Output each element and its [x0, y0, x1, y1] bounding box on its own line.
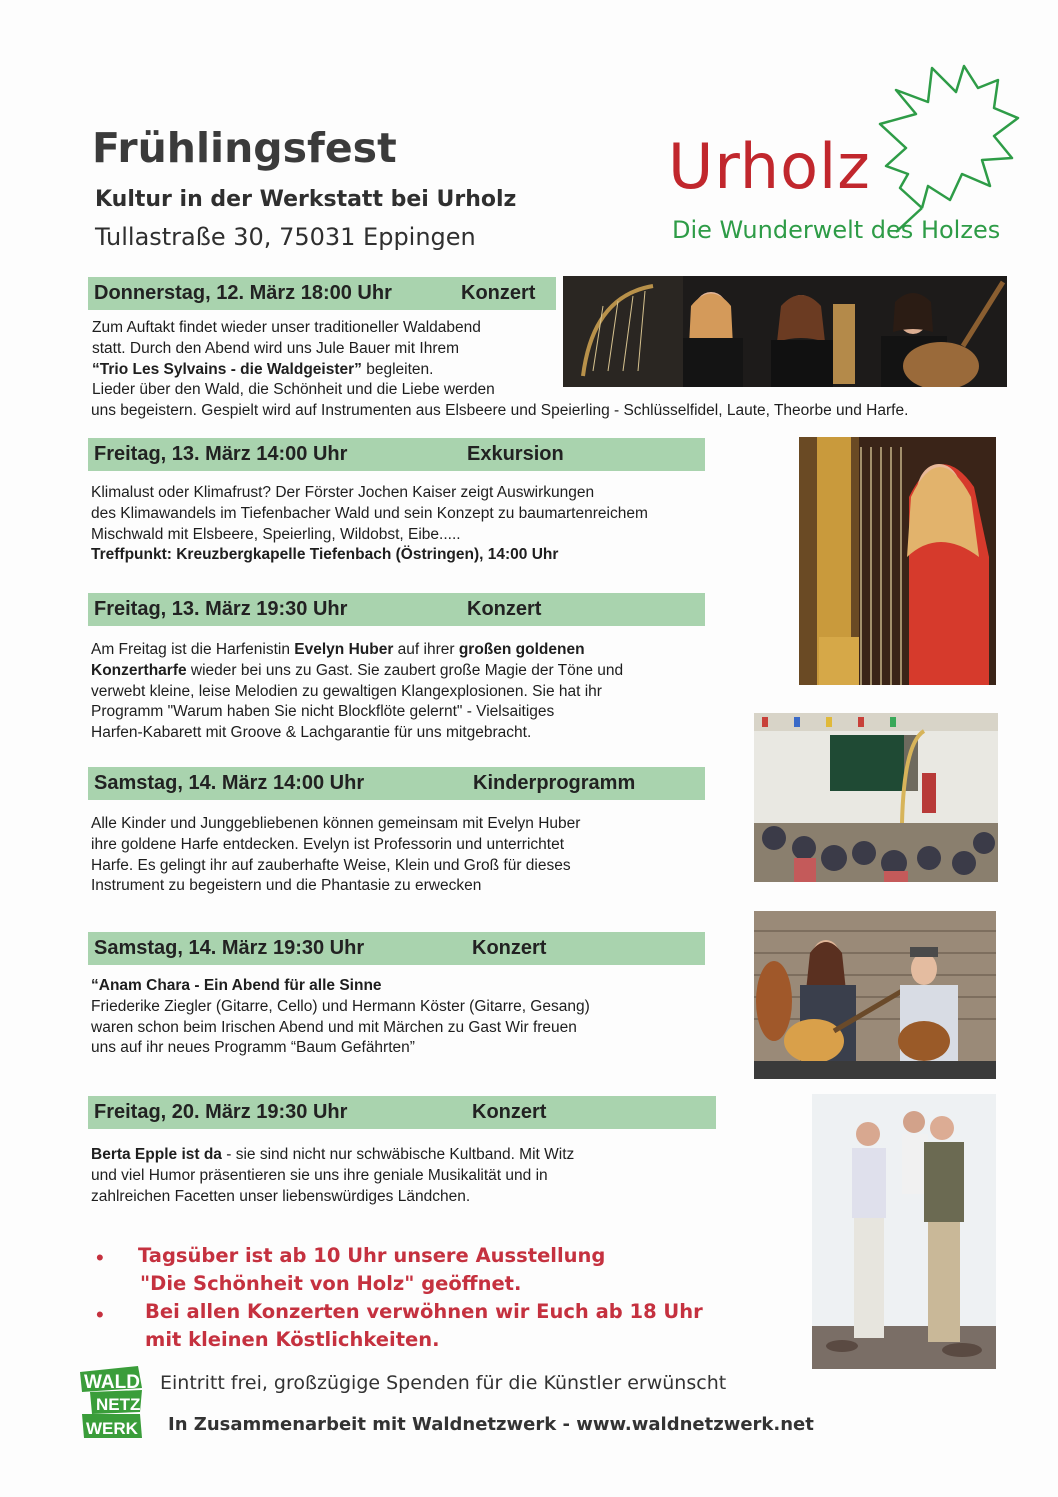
text-line: zahlreichen Facetten unser liebenswürdiges Ländchen.: [91, 1187, 471, 1205]
text-line: Programm "Warum haben Sie nicht Blockflöte gelernt" - Vielsaitiges: [91, 703, 555, 721]
event-date: Samstag, 14. März 14:00 Uhr: [94, 772, 365, 794]
photo-children-harp: [754, 713, 998, 882]
event-type: Konzert: [472, 1101, 547, 1123]
text-fragment: auf ihrer: [393, 641, 459, 658]
event-description-5: [91, 976, 731, 1059]
address: Tullastraße 30, 75031 Eppingen: [95, 223, 476, 251]
waldnetzwerk-logo: [76, 1366, 146, 1440]
urholz-logo: [660, 62, 1032, 257]
text-line: Alle Kinder und Junggebliebenen können gemeinsam mit Evelyn Huber: [91, 815, 581, 832]
event-description-3: [91, 640, 731, 744]
text-line: verwebt kleine, leise Melodien zu gewaltigen Klangexplosionen. Sie hat ihr: [91, 682, 602, 700]
meeting-point: Treffpunkt: Kreuzbergkapelle Tiefenbach (Östringen), 14:00 Uhr: [91, 546, 559, 564]
logo-wordmark: Urholz: [668, 130, 871, 203]
text-line: des Klimawandels im Tiefenbacher Wald und sein Konzept zu baumartenreichem: [91, 504, 648, 522]
event-type: Konzert: [472, 937, 547, 959]
event-type: Konzert: [461, 282, 536, 304]
text-line: uns begeistern. Gespielt wird auf Instrumenten aus Elsbeere und Speierling - Schlüsselfidel, Laute, Theorbe und Harfe.: [91, 402, 909, 420]
event-date: Samstag, 14. März 19:30 Uhr: [94, 937, 365, 959]
text-fragment: wieder bei uns zu Gast. Sie zaubert große Magie der Töne und: [186, 661, 624, 679]
photo-trio-les-sylvains: [563, 276, 1007, 387]
text-line: [91, 1145, 731, 1166]
text-line: Harfe. Es gelingt ihr auf zauberhafte Weise, Klein und Groß für dieses: [91, 856, 571, 874]
text-line: Friederike Ziegler (Gitarre, Cello) und Hermann Köster (Gitarre, Gesang): [91, 997, 590, 1015]
event-header-4: [88, 767, 705, 800]
photo-duo-guitars: [754, 911, 996, 1079]
text-fragment: begleiten.: [361, 360, 434, 378]
text-line: statt. Durch den Abend wird uns Jule Bauer mit Ihrem: [92, 339, 460, 357]
note-catering-line1: Bei allen Konzerten verwöhnen wir Euch ab 18 Uhr: [145, 1300, 703, 1323]
partner-info: In Zusammenarbeit mit Waldnetzwerk - www.waldnetzwerk.net: [168, 1414, 814, 1435]
event-type: Kinderprogramm: [473, 772, 636, 794]
programme-title: “Anam Chara - Ein Abend für alle Sinne: [91, 977, 382, 994]
note-catering-line2: mit kleinen Köstlichkeiten.: [145, 1328, 440, 1351]
text-line: und viel Humor präsentieren sie uns ihre geniale Musikalität und in: [91, 1166, 548, 1184]
logo-tagline: Die Wunderwelt des Holzes: [672, 216, 1001, 244]
event-date: Freitag, 13. März 14:00 Uhr: [94, 443, 348, 465]
text-line: ihre goldene Harfe entdecken. Evelyn ist Professorin und unterrichtet: [91, 835, 565, 853]
event-header-6: [88, 1096, 716, 1129]
event-type: Konzert: [467, 598, 542, 620]
event-date: Donnerstag, 12. März 18:00 Uhr: [94, 282, 392, 304]
text-fragment-bold: großen goldenen: [458, 641, 585, 658]
text-fragment-bold: Konzertharfe: [91, 661, 187, 679]
text-line: [91, 545, 731, 566]
artist-name: Evelyn Huber: [294, 641, 394, 658]
photo-berta-epple: [812, 1094, 996, 1369]
badge-line1: WALD: [84, 1372, 140, 1393]
event-description-4: [91, 814, 731, 897]
text-line: waren schon beim Irischen Abend und mit Märchen zu Gast Wir freuen: [91, 1018, 577, 1036]
badge-line2: NETZ: [96, 1395, 141, 1414]
event-header-1: [88, 277, 556, 310]
text-fragment: - sie sind nicht nur schwäbische Kultband. Mit Witz: [221, 1146, 575, 1163]
event-date: Freitag, 20. März 19:30 Uhr: [94, 1101, 348, 1123]
event-header-2: [88, 438, 705, 471]
text-line: [91, 661, 731, 682]
text-line: Instrument zu begeistern und die Phantasie zu erwecken: [91, 877, 482, 895]
text-fragment: Am Freitag ist die Harfenistin: [91, 641, 295, 658]
page-subtitle: Kultur in der Werkstatt bei Urholz: [95, 187, 517, 212]
event-date: Freitag, 13. März 19:30 Uhr: [94, 598, 348, 620]
text-line: Zum Auftakt findet wieder unser traditioneller Waldabend: [92, 319, 481, 336]
event-type: Exkursion: [467, 443, 564, 465]
text-line: [91, 640, 731, 661]
photo-harpist: [799, 437, 996, 685]
event-header-3: [88, 593, 705, 626]
text-line: Klimalust oder Klimafrust? Der Förster Jochen Kaiser zeigt Auswirkungen: [91, 484, 595, 501]
text-line: Lieder über den Wald, die Schönheit und die Liebe werden: [92, 381, 495, 399]
badge-line3: WERK: [86, 1419, 138, 1438]
note-exhibition-line2: "Die Schönheit von Holz" geöffnet.: [140, 1272, 522, 1295]
event-description-6: [91, 1145, 731, 1207]
bullet-icon: •: [96, 1245, 104, 1270]
bullet-icon: •: [96, 1302, 104, 1327]
text-line: Harfen-Kabarett mit Groove & Lachgarantie für uns mitgebracht.: [91, 724, 532, 742]
event-header-5: [88, 932, 705, 965]
text-line: [91, 976, 731, 997]
entry-info: Eintritt frei, großzügige Spenden für die Künstler erwünscht: [160, 1372, 727, 1394]
text-line: Mischwald mit Elsbeere, Speierling, Wildobst, Eibe.....: [91, 525, 461, 543]
text-line: uns auf ihr neues Programm “Baum Gefährten”: [91, 1039, 415, 1057]
event-description-2: [91, 483, 731, 566]
band-name: Berta Epple ist da: [91, 1146, 222, 1163]
trio-name: “Trio Les Sylvains - die Waldgeister”: [92, 360, 362, 378]
note-exhibition-line1: Tagsüber ist ab 10 Uhr unsere Ausstellung: [138, 1244, 606, 1267]
page-title: Frühlingsfest: [92, 124, 397, 172]
